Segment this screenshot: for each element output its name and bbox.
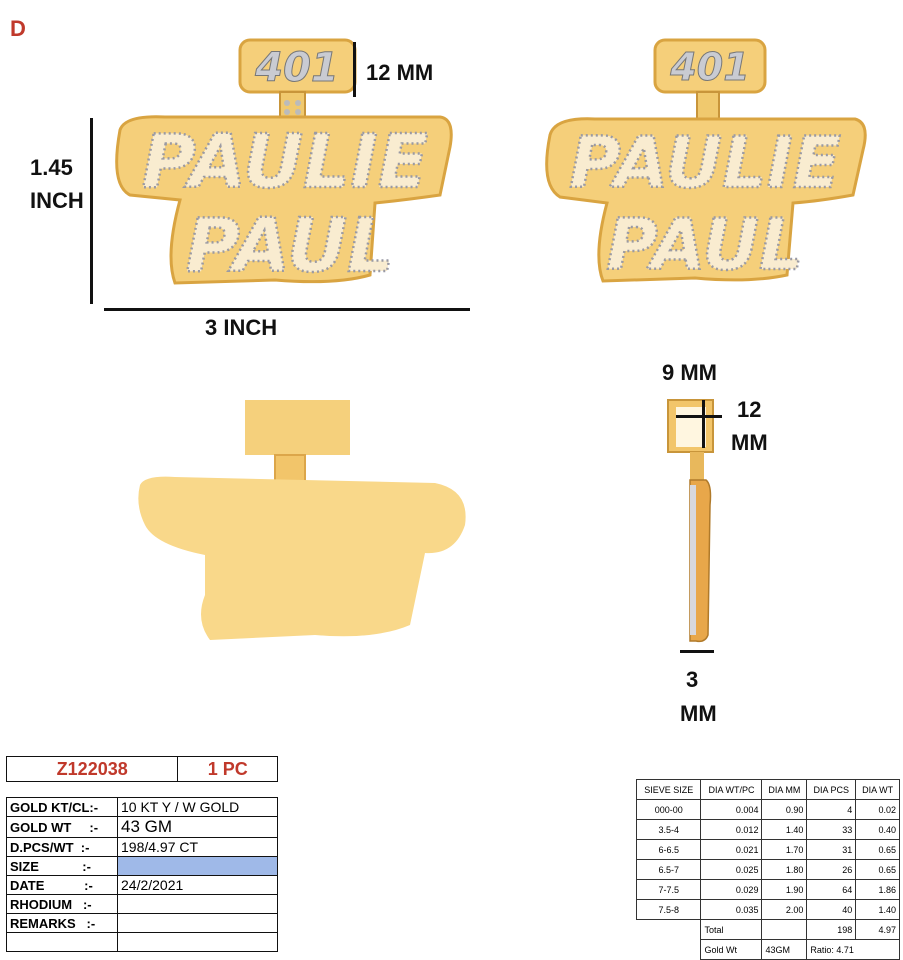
width-label: 3 INCH (205, 315, 278, 340)
sieve-cell: 1.70 (762, 840, 807, 860)
spec-label: DATE :- (7, 876, 118, 895)
front-line2: PAUL (185, 203, 395, 289)
spec-row (7, 817, 278, 838)
sieve-row (637, 860, 900, 880)
spec-row (7, 895, 278, 914)
side-width-label: 9 MM (662, 360, 717, 385)
spec-table (6, 797, 278, 952)
side-height-line (702, 400, 705, 448)
sieve-cell: 3.5-4 (637, 820, 701, 840)
sieve-cell: 0.90 (762, 800, 807, 820)
sieve-header-row (637, 780, 900, 800)
thickness-label-unit: MM (680, 701, 717, 726)
persp-line1: PAULIE (569, 122, 841, 204)
side-view-render (660, 395, 720, 650)
sieve-cell: 0.02 (856, 800, 900, 820)
spec-label: D.PCS/WT :- (7, 838, 118, 857)
sieve-row (637, 820, 900, 840)
spec-label: RHODIUM :- (7, 895, 118, 914)
spec-label: GOLD WT :- (7, 817, 118, 838)
spec-row (7, 798, 278, 817)
sieve-cell: 2.00 (762, 900, 807, 920)
sieve-cell: 0.029 (701, 880, 762, 900)
side-width-line (676, 415, 722, 418)
sieve-cell: 0.025 (701, 860, 762, 880)
sieve-cell: 26 (807, 860, 856, 880)
bail-height-line (353, 42, 356, 97)
spec-row (7, 838, 278, 857)
sieve-header: DIA WT/PC (701, 780, 762, 800)
spec-value: 43 GM (118, 817, 278, 838)
sieve-cell: 0.004 (701, 800, 762, 820)
sieve-header: DIA WT (856, 780, 900, 800)
spec-value (118, 933, 278, 952)
sieve-cell: 0.021 (701, 840, 762, 860)
side-height-label-value: 12 (737, 397, 762, 422)
sieve-row (637, 900, 900, 920)
sieve-cell: 33 (807, 820, 856, 840)
thickness-label-value: 3 (686, 667, 699, 692)
spec-value: 198/4.97 CT (118, 838, 278, 857)
sieve-cell: 6-6.5 (637, 840, 701, 860)
sieve-cell: 4 (807, 800, 856, 820)
height-label-unit: INCH (30, 188, 84, 213)
sieve-header: DIA PCS (807, 780, 856, 800)
height-label-value: 1.45 (30, 155, 73, 180)
product-quantity: 1 PC (178, 757, 278, 782)
sieve-header: SIEVE SIZE (637, 780, 701, 800)
spec-value (118, 914, 278, 933)
sieve-cell: 40 (807, 900, 856, 920)
sieve-cell: 0.012 (701, 820, 762, 840)
width-line (104, 308, 470, 311)
sieve-cell: 0.40 (856, 820, 900, 840)
sieve-cell: 7-7.5 (637, 880, 701, 900)
spec-label: GOLD KT/CL:- (7, 798, 118, 817)
sieve-row (637, 880, 900, 900)
sieve-cell: 1.40 (856, 900, 900, 920)
sieve-table (636, 779, 900, 960)
product-code-table (6, 756, 278, 782)
side-height-label-unit: MM (731, 430, 768, 455)
sieve-row (637, 800, 900, 820)
sieve-cell: 6.5-7 (637, 860, 701, 880)
sieve-cell: 7.5-8 (637, 900, 701, 920)
total-wt: 4.97 (856, 920, 900, 940)
gold-wt-value: 43GM (762, 940, 807, 960)
sheet-letter: D (10, 16, 26, 41)
total-pcs: 198 (807, 920, 856, 940)
sieve-total-row (637, 920, 900, 940)
spec-value: 24/2/2021 (118, 876, 278, 895)
sieve-cell: 0.035 (701, 900, 762, 920)
sieve-gold-row (637, 940, 900, 960)
ratio-value: Ratio: 4.71 (807, 940, 900, 960)
spec-value (118, 857, 278, 876)
sieve-row (637, 840, 900, 860)
spec-label (7, 933, 118, 952)
bail-text-2: 401 (670, 45, 750, 89)
spec-row (7, 857, 278, 876)
sieve-cell: 1.40 (762, 820, 807, 840)
sieve-cell: 1.80 (762, 860, 807, 880)
spec-label: SIZE :- (7, 857, 118, 876)
gold-wt-label: Gold Wt (701, 940, 762, 960)
spec-value (118, 895, 278, 914)
sieve-cell: 64 (807, 880, 856, 900)
product-code: Z122038 (7, 757, 178, 782)
sieve-cell: 1.90 (762, 880, 807, 900)
sieve-cell: 000-00 (637, 800, 701, 820)
sieve-cell: 31 (807, 840, 856, 860)
spec-value: 10 KT Y / W GOLD (118, 798, 278, 817)
sieve-cell: 0.65 (856, 860, 900, 880)
back-view-render (135, 395, 475, 645)
sieve-cell: 0.65 (856, 840, 900, 860)
bail-height-label: 12 MM (366, 60, 434, 85)
sieve-header: DIA MM (762, 780, 807, 800)
spec-row (7, 876, 278, 895)
spec-label: REMARKS :- (7, 914, 118, 933)
perspective-view-render (535, 35, 870, 290)
sieve-cell: 1.86 (856, 880, 900, 900)
spec-row (7, 914, 278, 933)
total-label: Total (701, 920, 762, 940)
front-line1: PAULIE (141, 119, 429, 205)
persp-line2: PAUL (606, 204, 804, 286)
thickness-line (680, 650, 714, 653)
spec-row (7, 933, 278, 952)
bail-text: 401 (255, 45, 339, 91)
height-line (90, 118, 93, 304)
